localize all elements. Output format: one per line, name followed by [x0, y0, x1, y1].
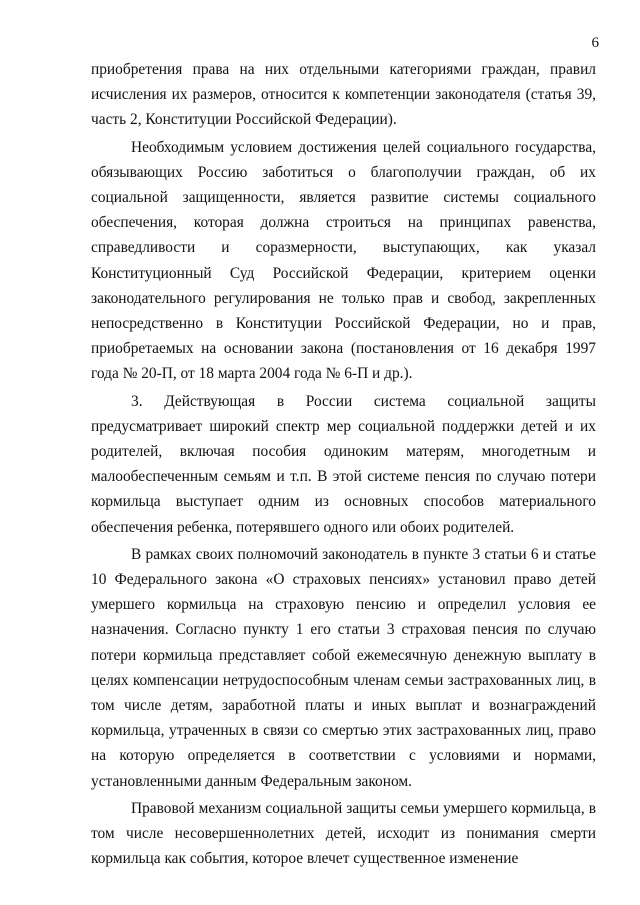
paragraph-insurance-pension-law: В рамках своих полномочий законодатель в пункте 3 статьи 6 и статье 10 Федерального закона «О страховых пенсиях» установил право детей умершего кормильца на страховую пенсию и определил условия ее назначения. Согласно пункту 1 его статьи 3 страховая пенсия по случаю потери кормильца представляет собой ежемесячную денежную выплату в целях компенсации нетрудоспособным членам семьи застрахованных лиц, в том числе детям, заработной платы и иных выплат и вознаграждений кормильца, утраченных в связи со смертью этих застрахованных лиц, право на которую определяется в соответствии с условиями и нормами, установленными данным Федеральным законом.	[91, 545, 596, 790]
paragraph-legal-mechanism: Правовой механизм социальной защиты семьи умершего кормильца, в том числе несовершеннолетних детей, исходит из понимания смерти кормильца как события, которое влечет существенное изменение	[91, 799, 596, 868]
page-number: 6	[591, 35, 599, 51]
document-body	[91, 57, 596, 872]
paragraph-social-state: Необходимым условием достижения целей социального государства, обязывающих Россию заботиться о благополучии граждан, об их социальной защищенности, является развитие системы социального обеспечения, которая должна строиться на принципах равенства, справедливости и соразмерности, выступающих, как указал Конституционный Суд Российской Федерации, критерием оценки законодательного регулирования не только прав и свобод, закрепленных непосредственно в Конституции Российской Федерации, но и прав, приобретаемых на основании закона (постановления от 16 декабря 1997 года № 20-П, от 18 марта 2004 года № 6-П и др.).	[91, 138, 596, 383]
paragraph-continuation: приобретения права на них отдельными категориями граждан, правил исчисления их размеров, относится к компетенции законодателя (статья 39, часть 2, Конституции Российской Федерации).	[91, 61, 596, 129]
paragraph-social-protection-system: 3. Действующая в России система социальной защиты предусматривает широкий спектр мер социальной поддержки детей и их родителей, включая пособия одиноким матерям, многодетным и малообеспеченным семьям и т.п. В этой системе пенсия по случаю потери кормильца выступает одним из основных способов материального обеспечения ребенка, потерявшего одного или обоих родителей.	[91, 392, 596, 536]
